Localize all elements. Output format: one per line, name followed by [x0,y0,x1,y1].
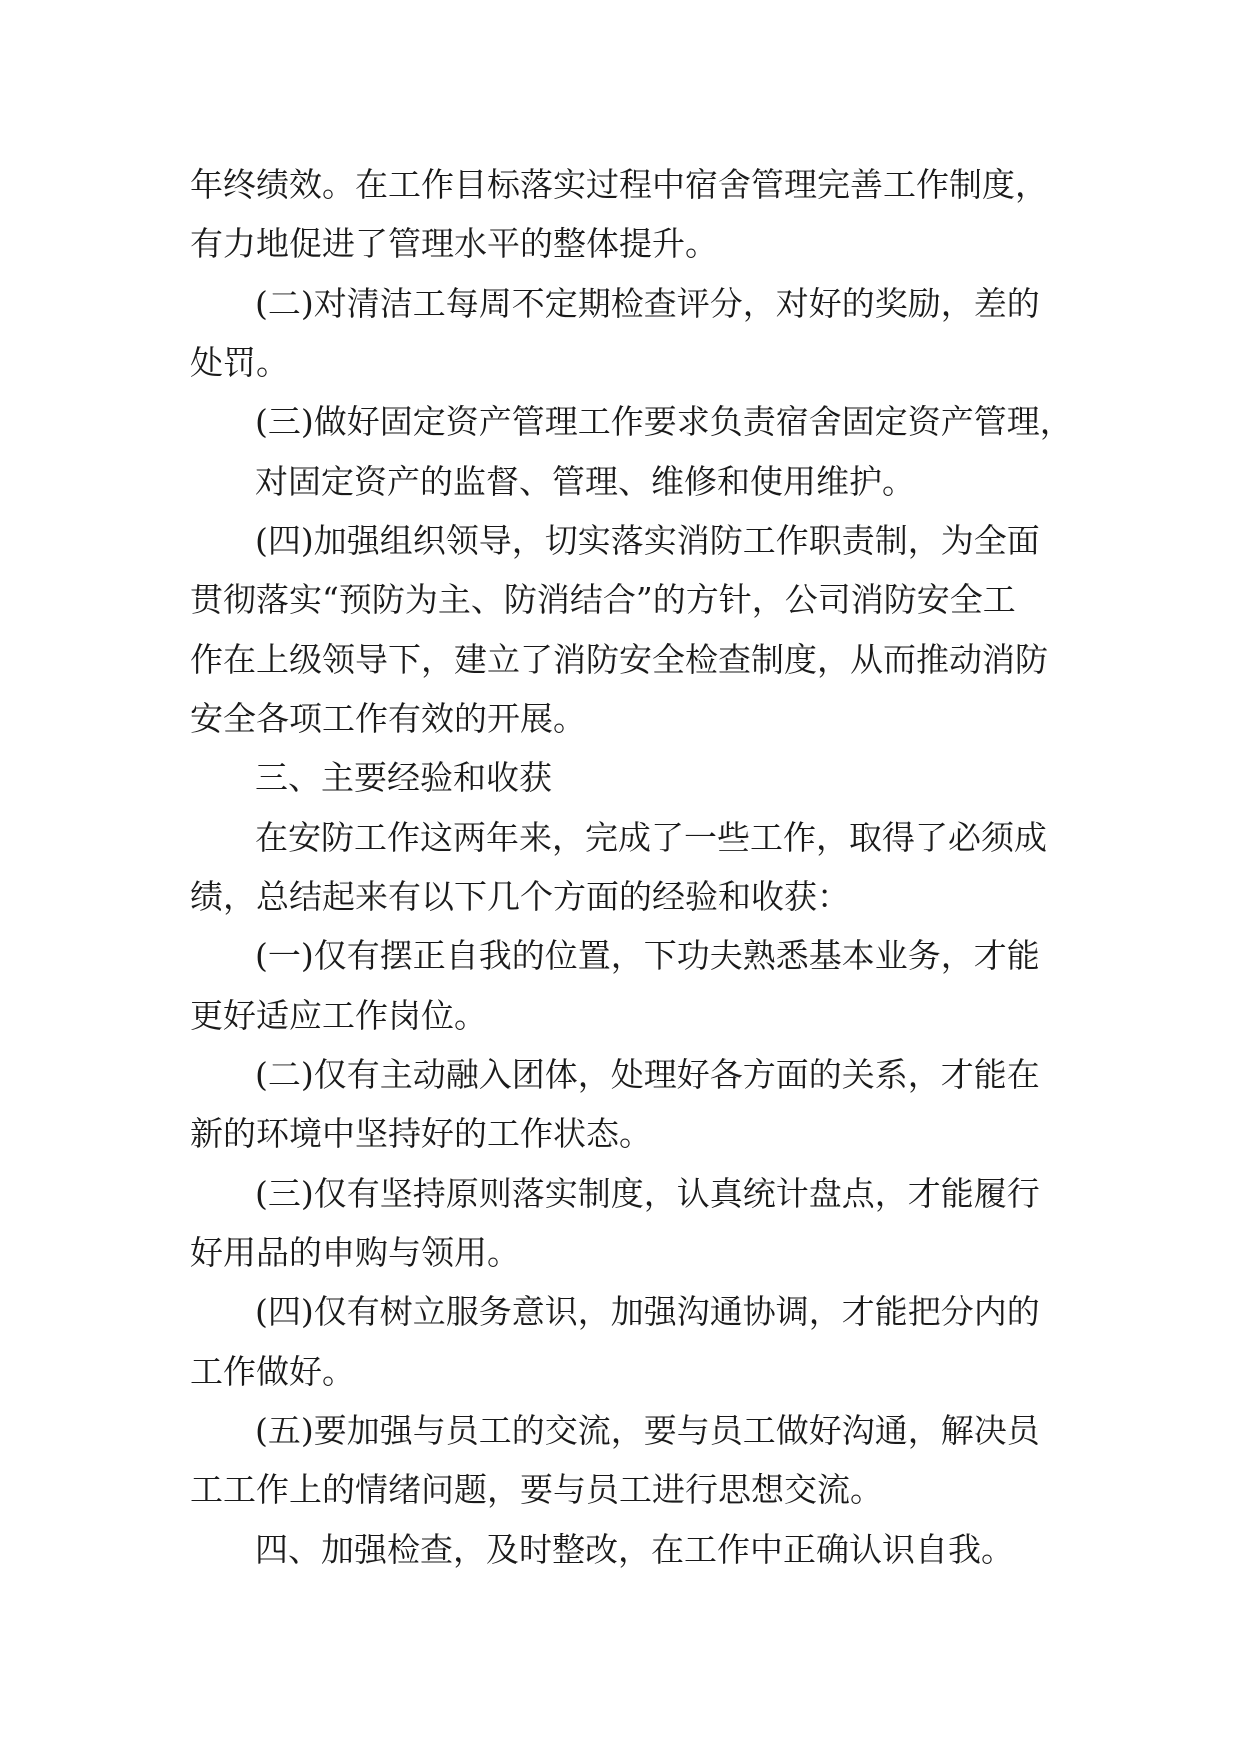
text-line: 作在上级领导下，建立了消防安全检查制度，从而推动消防 [190,640,1048,679]
text-line: 安全各项工作有效的开展。 [190,699,586,738]
text-line: (一)仅有摆正自我的位置，下功夫熟悉基本业务，才能 [255,936,1040,975]
text-line: 在安防工作这两年来，完成了一些工作，取得了必须成 [255,818,1047,857]
text-line: (四)仅有树立服务意识，加强沟通协调，才能把分内的 [255,1292,1040,1331]
text-line: 贯彻落实“预防为主、防消结合”的方针，公司消防安全工 [190,580,1016,619]
text-line: (二)仅有主动融入团体，处理好各方面的关系，才能在 [255,1055,1040,1094]
text-line: (五)要加强与员工的交流，要与员工做好沟通，解决员 [255,1411,1040,1450]
text-line: (三)做好固定资产管理工作要求负责宿舍固定资产管理， [255,402,1073,441]
text-line: (四)加强组织领导，切实落实消防工作职责制，为全面 [255,521,1040,560]
text-line: 工工作上的情绪问题，要与员工进行思想交流。 [190,1470,883,1509]
text-line: (二)对清洁工每周不定期检查评分，对好的奖励，差的 [255,284,1040,323]
text-line: 对固定资产的监督、管理、维修和使用维护。 [255,462,915,501]
text-line: 有力地促进了管理水平的整体提升。 [190,224,718,263]
text-line: 工作做好。 [190,1352,355,1391]
text-line: 好用品的申购与领用。 [190,1233,520,1272]
text-line: 更好适应工作岗位。 [190,996,487,1035]
text-line: 处罚。 [190,343,289,382]
section-heading: 三、主要经验和收获 [255,758,552,797]
section-heading: 四、加强检查，及时整改，在工作中正确认识自我。 [255,1530,1014,1569]
text-line: 新的环境中坚持好的工作状态。 [190,1114,652,1153]
text-line: (三)仅有坚持原则落实制度，认真统计盘点，才能履行 [255,1174,1040,1213]
text-line: 绩，总结起来有以下几个方面的经验和收获： [190,877,850,916]
text-line: 年终绩效。在工作目标落实过程中宿舍管理完善工作制度， [190,165,1048,204]
